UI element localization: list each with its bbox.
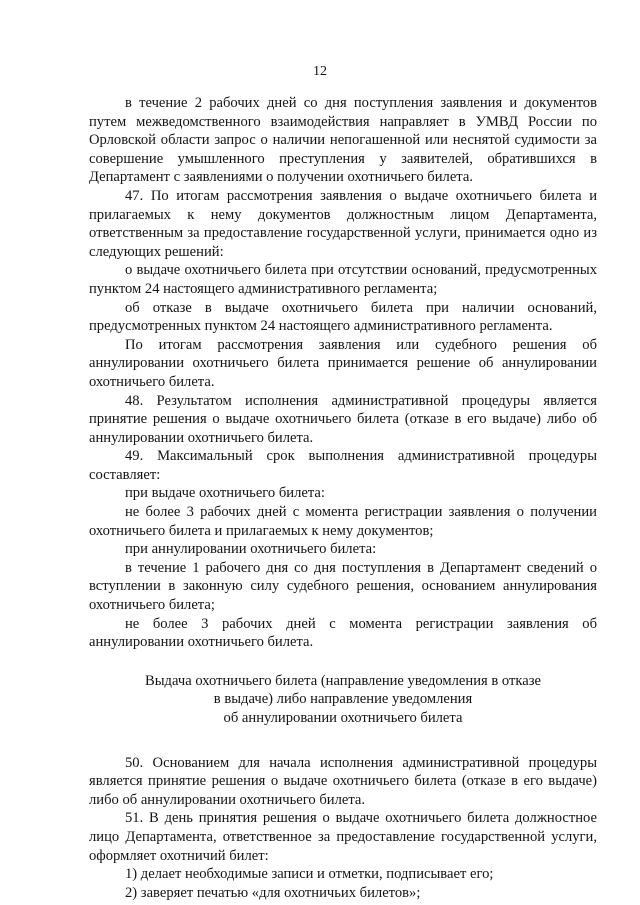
paragraph-annul-case: при аннулировании охотничьего билета: [125, 541, 377, 558]
paragraph-issue-term: не более 3 рабочих дней с момента регистрации заявления о получении охотничьего билета и прилагаемых к нему документов; [89, 504, 597, 539]
paragraph-51: 51. В день принятия решения о выдаче охотничьего билета должностное лицо Департамента, ответственное за предоставление государственной услуги, оформляет охотничий билет: [89, 810, 597, 864]
paragraph-48: 48. Результатом исполнения административной процедуры является принятие решения о выдаче охотничьего билета (отказе в его выдаче) либо об аннулировании охотничьего билета. [89, 392, 597, 446]
section-heading-line-2: в выдаче) либо направление уведомления [213, 691, 473, 708]
paragraph-top-0: в течение 2 рабочих дней со дня поступления заявления и документов путем межведомственного взаимодействия направляет в УМВД России по Орловской области запрос о наличии непогашенной или неснятой судимости за совершение умышленного преступления у заявителей, обратившихся в Департамент с заявлениями о получении охотничьего билета. [89, 95, 597, 186]
page-number: 12 [313, 64, 327, 79]
paragraph-decision-refuse: об отказе в выдаче охотничьего билета при наличии оснований, предусмотренных пунктом 24 настоящего административного регламента. [89, 299, 597, 335]
section-heading [89, 672, 597, 728]
paragraph-annul-term-application: не более 3 рабочих дней с момента регистрации заявления об аннулировании охотничьего билета. [89, 615, 597, 651]
paragraph-annul-term-court: в течение 1 рабочего дня со дня поступления в Департамент сведений о вступлении в законную силу судебного решения, основанием аннулирования охотничьего билета; [89, 559, 597, 614]
paragraph-decision-issue: о выдаче охотничьего билета при отсутствии оснований, предусмотренных пунктом 24 настоящего административного регламента; [89, 262, 597, 297]
paragraph-annulment-decision: По итогам рассмотрения заявления или судебного решения об аннулировании охотничьего билета принимается решение об аннулировании охотничьего билета. [89, 336, 597, 390]
paragraph-50: 50. Основанием для начала исполнения административной процедуры является принятие решения о выдаче охотничьего билета (отказе в его выдаче) либо об аннулировании охотничьего билета. [89, 754, 597, 808]
paragraph-51-item-2: 2) заверяет печатью «для охотничьих билетов»; [125, 884, 421, 901]
paragraph-47: 47. По итогам рассмотрения заявления о выдаче охотничьего билета и прилагаемых к нему документов должностным лицом Департамента, ответственным за предоставление государственной услуги, принимается одно из следующих решений: [89, 187, 597, 260]
document-body [89, 94, 597, 902]
section-heading-line-1: Выдача охотничьего билета (направление уведомления в отказе [145, 672, 541, 689]
paragraph-49: 49. Максимальный срок выполнения административной процедуры составляет: [89, 448, 597, 483]
paragraph-issue-case: при выдаче охотничьего билета: [125, 485, 325, 502]
section-heading-line-3: об аннулировании охотничьего билета [223, 710, 463, 726]
section-gap [89, 728, 597, 754]
paragraph-51-item-1: 1) делает необходимые записи и отметки, подписывает его; [125, 866, 494, 883]
